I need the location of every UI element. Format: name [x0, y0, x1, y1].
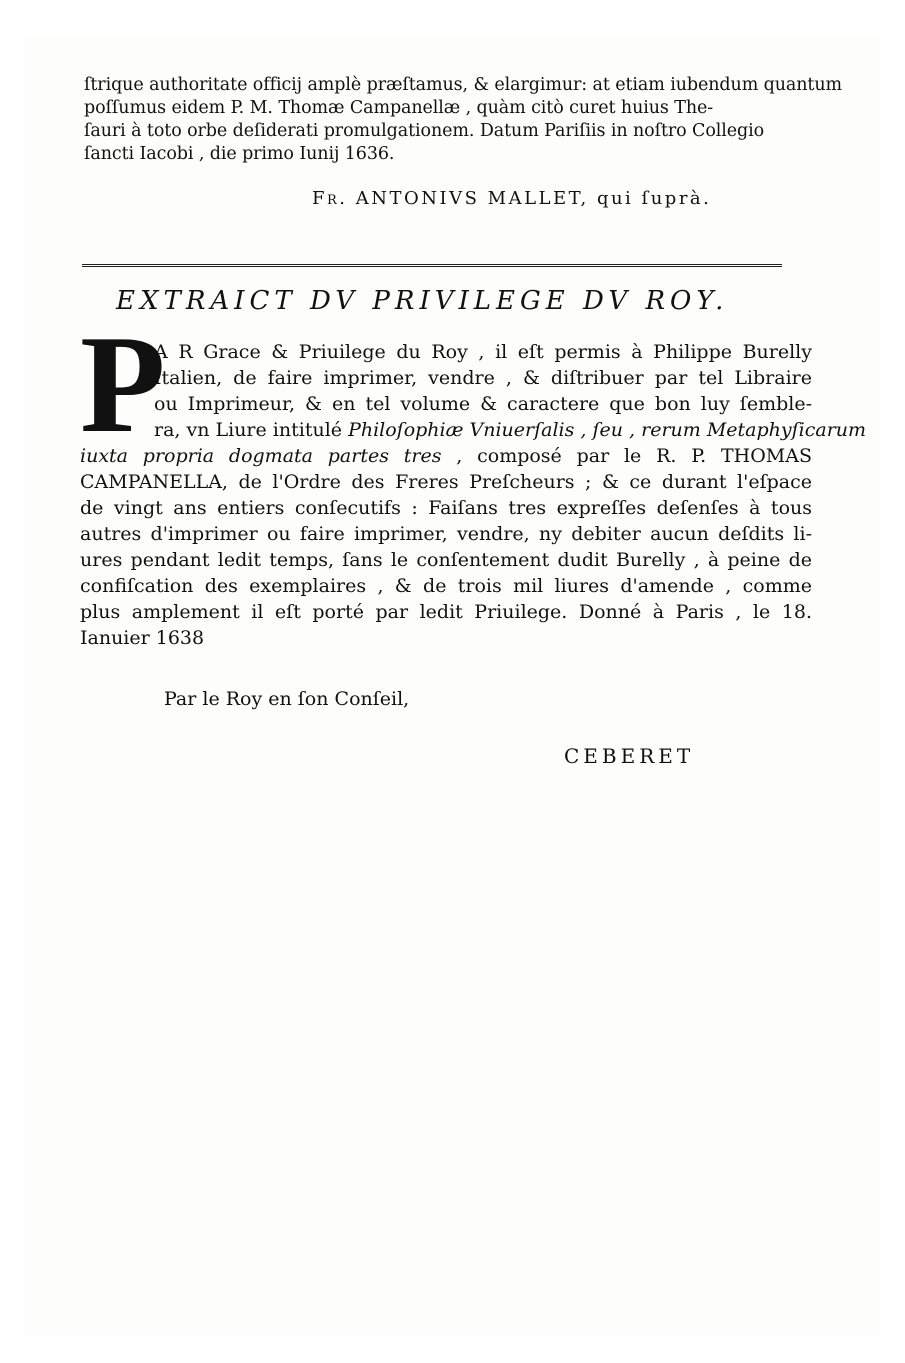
privilege-line [80, 443, 812, 469]
signature-name: ANTONIVS MALLET [355, 188, 581, 209]
approbation-line: ſancti Iacobi , die primo Iunij 1636. [84, 144, 395, 164]
privilege-signature: CEBERET [564, 744, 695, 768]
approbation-paragraph [84, 74, 843, 166]
signature-prefix: Fr. [312, 188, 348, 209]
document-page [24, 36, 881, 1336]
drop-cap: P [80, 307, 166, 462]
privilege-line-text: ra, vn Liure intitulé [154, 419, 343, 441]
approbation-line: ſauri à toto orbe deſiderati promulgationem. Datum Pariſiis in noſtro Collegio [84, 121, 765, 141]
privilege-line: Italien, de faire imprimer, vendre , & diſtribuer par tel Libraire [154, 367, 812, 389]
privilege-line: confiſcation des exemplaires , & de trois mil liures d'amende , comme [80, 575, 812, 597]
book-title-part-2: iuxta propria dogmata partes tres [80, 445, 442, 467]
privilege-line: ou Imprimeur, & en tel volume & caractere que bon luy ſemble- [154, 393, 812, 415]
author-text: , composé par le R. P. THOMAS [456, 445, 812, 467]
privilege-line: autres d'imprimer ou faire imprimer, vendre, ny debiter aucun deſdits li- [80, 523, 812, 545]
privilege-line: A R Grace & Priuilege du Roy , il eſt permis à Philippe Burelly [154, 341, 812, 363]
section-divider [82, 264, 782, 267]
privilege-line [80, 417, 867, 443]
privilege-heading: EXTRAICT DV PRIVILEGE DV ROY. [116, 286, 729, 316]
privilege-line: Ianuier 1638 [80, 627, 205, 649]
privilege-line: de vingt ans entiers conſecutifs : Faiſans tres expreſſes deſenſes à tous [80, 497, 812, 519]
approbation-line: poſſumus eidem P. M. Thomæ Campanellæ , quàm citò curet huius The- [84, 98, 714, 118]
by-order-line: Par le Roy en ſon Conſeil, [164, 688, 410, 710]
book-title-part-1: Philoſophiæ Vniuerſalis , ſeu , rerum Metaphyſicarum [348, 419, 867, 441]
approbation-signature [312, 188, 711, 209]
signature-suffix: , qui ſuprà. [580, 188, 712, 209]
privilege-line: CAMPANELLA, de l'Ordre des Freres Preſcheurs ; & ce durant l'eſpace [80, 471, 812, 493]
privilege-paragraph [80, 339, 867, 651]
privilege-line: plus amplement il eſt porté par ledit Priuilege. Donné à Paris , le 18. [80, 601, 812, 623]
privilege-line: ures pendant ledit temps, ſans le conſentement dudit Burelly , à peine de [80, 549, 812, 571]
approbation-line: ſtrique authoritate officij amplè præſtamus, & elargimur: at etiam iubendum quantum [84, 75, 843, 95]
